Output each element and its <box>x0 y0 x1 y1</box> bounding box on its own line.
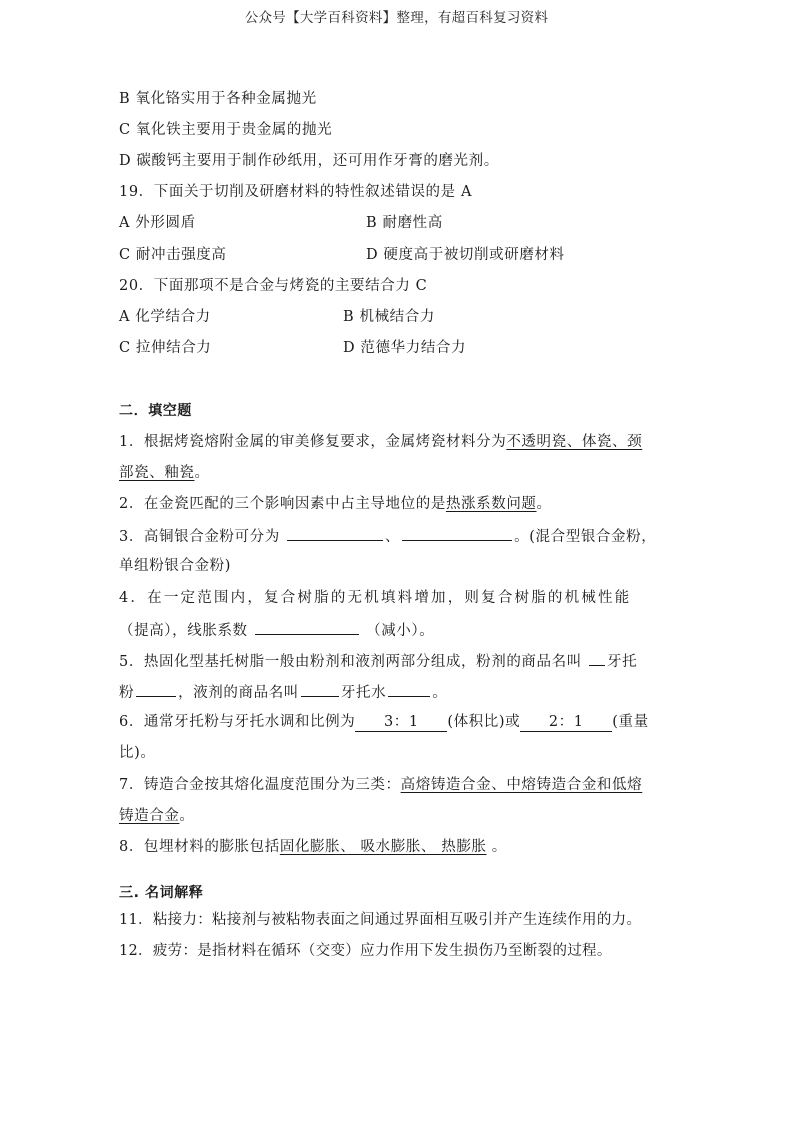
page-header: 公众号【大学百科资料】整理，有超百科复习资料 <box>244 10 549 26</box>
fill-q5-line2: 粉 ，液剂的商品名叫 牙托水 。 <box>119 681 447 703</box>
fill-q5-answer1: 牙托 <box>607 654 638 670</box>
fill-q2-answer: 热涨系数问题 <box>445 496 537 512</box>
section-title-terms: 三. 名词解释 <box>119 885 204 901</box>
fill-q4-line1: 4．在一定范围内，复合树脂的无机填料增加，则复合树脂的机械性能 <box>119 590 632 606</box>
fill-q4-blank[interactable] <box>255 619 359 635</box>
fill-q1-prefix: 1．根据烤瓷熔附金属的审美修复要求，金属烤瓷材料分为 <box>119 434 507 450</box>
fill-q4-line2: （提高），线胀系数 （减小）。 <box>119 619 434 641</box>
option-20d: D 范德华力结合力 <box>343 340 467 356</box>
fill-q2: 2．在金瓷匹配的三个影响因素中占主导地位的是热涨系数问题。 <box>119 496 552 512</box>
fill-q7-line2: 铸造合金。 <box>119 808 195 824</box>
fill-q3-line2: 单组粉银合金粉) <box>119 558 231 574</box>
fill-q3-blank2[interactable] <box>402 525 512 541</box>
fill-q1-line1 <box>119 432 642 452</box>
fill-q7-answer-part2: 铸造合金 <box>119 808 180 824</box>
fill-q8: 8．包埋材料的膨胀包括固化膨胀、 吸水膨胀、 热膨胀 。 <box>119 839 507 855</box>
fill-q5-line1: 5．热固化型基托树脂一般由粉剂和液剂两部分组成，粉剂的商品名叫 牙托 <box>119 650 637 672</box>
fill-q6-answer2: 2：1 <box>520 714 612 732</box>
fill-q6-answer1: 3：1 <box>355 714 447 732</box>
fill-q5-blank4[interactable] <box>388 681 430 697</box>
fill-q7-line1: 7．铸造合金按其熔化温度范围分为三类：高熔铸造合金、中熔铸造合金和低熔 <box>119 777 643 793</box>
fill-q1-line2: 部瓷、釉瓷。 <box>119 465 210 481</box>
fill-q5-blank3[interactable] <box>301 681 339 697</box>
term-q12: 12．疲劳：是指材料在循环（交变）应力作用下发生损伤乃至断裂的过程。 <box>119 943 612 959</box>
fill-q3-line1: 3．高铜银合金粉可分为 、 。(混合型银合金粉， <box>119 525 656 547</box>
option-20a: A 化学结合力 <box>119 309 211 325</box>
fill-q7-answer-part1: 高熔铸造合金、中熔铸造合金和低熔 <box>400 777 643 793</box>
fill-q3-blank1[interactable] <box>287 525 383 541</box>
fill-q8-answer: 固化膨胀、 吸水膨胀、 热膨胀 <box>279 839 487 855</box>
question-20: 20．下面那项不是合金与烤瓷的主要结合力 C <box>119 278 428 294</box>
fill-q5-answer2: 牙托水 <box>340 685 387 701</box>
fill-q5-blank2[interactable] <box>136 681 176 697</box>
option-20c: C 拉伸结合力 <box>119 340 212 356</box>
option-19c: C 耐冲击强度高 <box>119 247 227 263</box>
option-19b: B 耐磨性高 <box>366 215 443 231</box>
option-18c: C 氧化铁主要用于贵金属的抛光 <box>119 122 333 138</box>
option-18d: D 碳酸钙主要用于制作砂纸用，还可用作牙膏的磨光剂。 <box>119 153 499 169</box>
option-20b: B 机械结合力 <box>343 309 435 325</box>
fill-q6-line2: 比)。 <box>119 745 156 761</box>
option-19d: D 硬度高于被切削或研磨材料 <box>366 247 565 263</box>
option-19a: A 外形圆盾 <box>119 215 196 231</box>
option-18b: B 氧化铬实用于各种金属抛光 <box>119 91 317 107</box>
fill-q1-answer-part2: 部瓷、釉瓷 <box>119 465 195 481</box>
fill-q6-line1: 6．通常牙托粉与牙托水调和比例为 3：1 (体积比)或 2：1 (重量 <box>119 714 649 730</box>
section-title-fill: 二．填空题 <box>119 403 192 419</box>
fill-q1-answer-part1: 不透明瓷、体瓷、颈 <box>506 434 643 450</box>
question-19: 19．下面关于切削及研磨材料的特性叙述错误的是 A <box>119 184 473 200</box>
fill-q5-blank1[interactable] <box>589 650 605 666</box>
term-q11: 11．粘接力：粘接剂与被粘物表面之间通过界面相互吸引并产生连续作用的力。 <box>119 912 642 928</box>
